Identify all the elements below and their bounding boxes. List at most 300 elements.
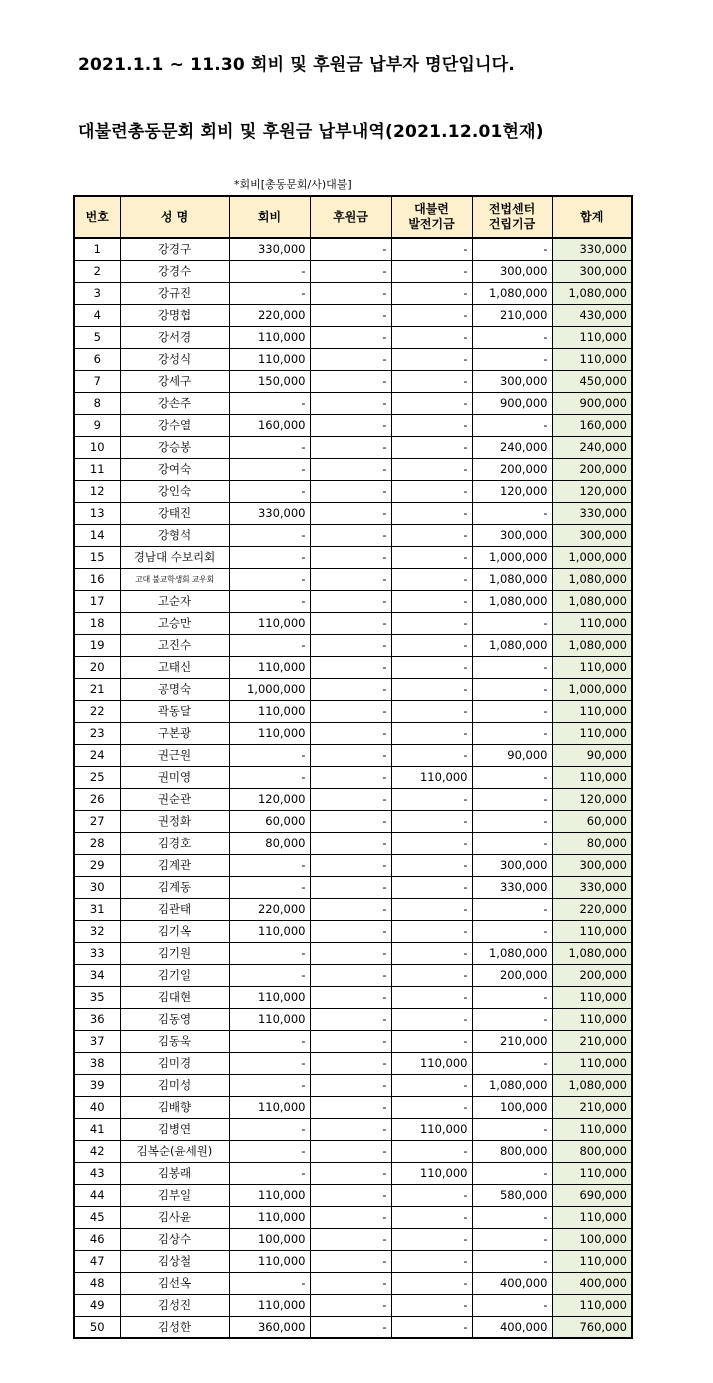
cell-fee: - (229, 1140, 310, 1162)
cell-fee: 330,000 (229, 238, 310, 260)
table-row (74, 942, 632, 964)
cell-no: 48 (74, 1272, 120, 1294)
cell-no: 28 (74, 832, 120, 854)
cell-name: 고순자 (120, 590, 229, 612)
cell-name: 김선옥 (120, 1272, 229, 1294)
table-row (74, 546, 632, 568)
cell-total: 110,000 (552, 1118, 632, 1140)
cell-total: 1,000,000 (552, 546, 632, 568)
cell-donation: - (310, 1118, 391, 1140)
cell-dev-fund: - (391, 524, 472, 546)
cell-center-fund: - (472, 1228, 552, 1250)
cell-total: 900,000 (552, 392, 632, 414)
cell-no: 26 (74, 788, 120, 810)
cell-fee: - (229, 1162, 310, 1184)
cell-center-fund: 1,080,000 (472, 590, 552, 612)
cell-name: 김미경 (120, 1052, 229, 1074)
cell-total: 110,000 (552, 656, 632, 678)
cell-fee: 110,000 (229, 1206, 310, 1228)
cell-center-fund: 120,000 (472, 480, 552, 502)
cell-no: 14 (74, 524, 120, 546)
cell-donation: - (310, 744, 391, 766)
table-row (74, 722, 632, 744)
table-row (74, 1074, 632, 1096)
cell-no: 22 (74, 700, 120, 722)
cell-fee: 220,000 (229, 898, 310, 920)
cell-center-fund: - (472, 810, 552, 832)
cell-center-fund: - (472, 700, 552, 722)
cell-no: 7 (74, 370, 120, 392)
cell-name: 권근원 (120, 744, 229, 766)
cell-fee: 110,000 (229, 700, 310, 722)
cell-name: 김기일 (120, 964, 229, 986)
cell-fee: - (229, 480, 310, 502)
cell-dev-fund: - (391, 1030, 472, 1052)
cell-dev-fund: - (391, 1250, 472, 1272)
cell-fee: - (229, 282, 310, 304)
cell-name: 강여숙 (120, 458, 229, 480)
cell-dev-fund: - (391, 502, 472, 524)
header-fee: 회비 (229, 196, 310, 238)
table-row (74, 1272, 632, 1294)
page-headline: 2021.1.1 ~ 11.30 회비 및 후원금 납부자 명단입니다. (78, 55, 515, 75)
cell-dev-fund: - (391, 722, 472, 744)
cell-name: 김복순(윤세원) (120, 1140, 229, 1162)
cell-fee: 110,000 (229, 348, 310, 370)
cell-total: 110,000 (552, 920, 632, 942)
header-dev-fund-line2: 발전기금 (408, 217, 455, 231)
cell-no: 27 (74, 810, 120, 832)
cell-donation: - (310, 480, 391, 502)
cell-total: 1,080,000 (552, 942, 632, 964)
cell-donation: - (310, 656, 391, 678)
cell-center-fund: 210,000 (472, 1030, 552, 1052)
cell-fee: - (229, 1272, 310, 1294)
cell-dev-fund: - (391, 1316, 472, 1338)
header-center-fund-line1: 전법센터 (488, 202, 536, 216)
table-row (74, 876, 632, 898)
cell-center-fund: - (472, 656, 552, 678)
table-row (74, 1316, 632, 1338)
table-row (74, 326, 632, 348)
cell-fee: - (229, 260, 310, 282)
cell-donation: - (310, 568, 391, 590)
cell-fee: 110,000 (229, 656, 310, 678)
cell-donation: - (310, 1250, 391, 1272)
cell-donation: - (310, 898, 391, 920)
cell-total: 800,000 (552, 1140, 632, 1162)
cell-no: 41 (74, 1118, 120, 1140)
cell-total: 450,000 (552, 370, 632, 392)
header-dev-fund (391, 196, 472, 238)
cell-name: 강인숙 (120, 480, 229, 502)
cell-donation: - (310, 722, 391, 744)
cell-donation: - (310, 304, 391, 326)
cell-no: 33 (74, 942, 120, 964)
cell-no: 10 (74, 436, 120, 458)
cell-dev-fund: - (391, 920, 472, 942)
cell-donation: - (310, 436, 391, 458)
table-row (74, 282, 632, 304)
cell-center-fund: 1,080,000 (472, 1074, 552, 1096)
cell-total: 220,000 (552, 898, 632, 920)
cell-donation: - (310, 1316, 391, 1338)
cell-name: 김배향 (120, 1096, 229, 1118)
cell-no: 23 (74, 722, 120, 744)
cell-dev-fund: - (391, 1074, 472, 1096)
cell-name: 권순관 (120, 788, 229, 810)
cell-dev-fund: - (391, 744, 472, 766)
cell-fee: 1,000,000 (229, 678, 310, 700)
cell-donation: - (310, 1052, 391, 1074)
cell-donation: - (310, 920, 391, 942)
cell-total: 1,080,000 (552, 568, 632, 590)
cell-center-fund: 200,000 (472, 964, 552, 986)
cell-donation: - (310, 1184, 391, 1206)
cell-no: 17 (74, 590, 120, 612)
cell-name: 구본광 (120, 722, 229, 744)
cell-dev-fund: - (391, 700, 472, 722)
cell-name: 김동욱 (120, 1030, 229, 1052)
cell-no: 35 (74, 986, 120, 1008)
cell-donation: - (310, 964, 391, 986)
cell-fee: 160,000 (229, 414, 310, 436)
cell-total: 120,000 (552, 788, 632, 810)
cell-total: 400,000 (552, 1272, 632, 1294)
cell-donation: - (310, 1206, 391, 1228)
cell-dev-fund: - (391, 282, 472, 304)
cell-name: 강경구 (120, 238, 229, 260)
cell-fee: 110,000 (229, 1184, 310, 1206)
cell-name: 김동영 (120, 1008, 229, 1030)
table-row (74, 1052, 632, 1074)
cell-no: 2 (74, 260, 120, 282)
cell-total: 240,000 (552, 436, 632, 458)
cell-dev-fund: - (391, 1096, 472, 1118)
cell-name: 경남대 수보리회 (120, 546, 229, 568)
cell-no: 5 (74, 326, 120, 348)
cell-dev-fund: - (391, 568, 472, 590)
cell-fee: 110,000 (229, 986, 310, 1008)
cell-no: 9 (74, 414, 120, 436)
cell-donation: - (310, 1294, 391, 1316)
cell-no: 37 (74, 1030, 120, 1052)
cell-total: 1,000,000 (552, 678, 632, 700)
cell-dev-fund: - (391, 942, 472, 964)
cell-total: 210,000 (552, 1030, 632, 1052)
cell-no: 11 (74, 458, 120, 480)
cell-fee: 110,000 (229, 1096, 310, 1118)
cell-donation: - (310, 876, 391, 898)
cell-no: 15 (74, 546, 120, 568)
cell-total: 120,000 (552, 480, 632, 502)
table-row (74, 392, 632, 414)
cell-dev-fund: - (391, 678, 472, 700)
cell-no: 16 (74, 568, 120, 590)
table-row (74, 832, 632, 854)
cell-center-fund: - (472, 1294, 552, 1316)
cell-center-fund: - (472, 766, 552, 788)
cell-center-fund: 1,080,000 (472, 282, 552, 304)
header-no: 번호 (74, 196, 120, 238)
cell-donation: - (310, 1074, 391, 1096)
cell-center-fund: 200,000 (472, 458, 552, 480)
cell-total: 210,000 (552, 1096, 632, 1118)
cell-total: 330,000 (552, 502, 632, 524)
header-center-fund-line2: 건립기금 (488, 217, 536, 231)
cell-no: 43 (74, 1162, 120, 1184)
table-row (74, 1250, 632, 1272)
table-row (74, 304, 632, 326)
cell-dev-fund: - (391, 612, 472, 634)
table-row (74, 898, 632, 920)
cell-center-fund: - (472, 832, 552, 854)
table-row (74, 678, 632, 700)
table-row (74, 1118, 632, 1140)
cell-name: 김기옥 (120, 920, 229, 942)
cell-fee: - (229, 744, 310, 766)
cell-center-fund: 90,000 (472, 744, 552, 766)
cell-name: 김사윤 (120, 1206, 229, 1228)
cell-dev-fund: - (391, 832, 472, 854)
cell-no: 4 (74, 304, 120, 326)
cell-donation: - (310, 1140, 391, 1162)
cell-donation: - (310, 634, 391, 656)
fee-note: *회비[총동문회/사)대불] (234, 178, 352, 191)
cell-dev-fund: - (391, 1140, 472, 1162)
cell-name: 권미영 (120, 766, 229, 788)
cell-donation: - (310, 788, 391, 810)
cell-fee: - (229, 942, 310, 964)
table-row (74, 964, 632, 986)
cell-center-fund: 400,000 (472, 1272, 552, 1294)
cell-fee: 110,000 (229, 1008, 310, 1030)
cell-no: 13 (74, 502, 120, 524)
cell-fee: - (229, 1118, 310, 1140)
cell-fee: - (229, 964, 310, 986)
table-row (74, 1030, 632, 1052)
cell-no: 21 (74, 678, 120, 700)
table-row (74, 260, 632, 282)
cell-total: 110,000 (552, 766, 632, 788)
cell-donation: - (310, 546, 391, 568)
table-row (74, 1008, 632, 1030)
cell-total: 110,000 (552, 1008, 632, 1030)
payment-table (73, 195, 633, 1339)
cell-fee: 110,000 (229, 612, 310, 634)
cell-total: 760,000 (552, 1316, 632, 1338)
cell-center-fund: 1,080,000 (472, 942, 552, 964)
cell-dev-fund: - (391, 326, 472, 348)
cell-dev-fund: 110,000 (391, 766, 472, 788)
cell-name: 고대 불교학생회 교우회 (120, 568, 229, 590)
cell-fee: - (229, 458, 310, 480)
cell-donation: - (310, 766, 391, 788)
cell-center-fund: - (472, 722, 552, 744)
header-center-fund (472, 196, 552, 238)
cell-total: 1,080,000 (552, 634, 632, 656)
cell-total: 110,000 (552, 986, 632, 1008)
cell-donation: - (310, 1162, 391, 1184)
cell-dev-fund: - (391, 436, 472, 458)
page-title: 대불련총동문회 회비 및 후원금 납부내역(2021.12.01현재) (78, 122, 544, 142)
cell-no: 29 (74, 854, 120, 876)
cell-fee: - (229, 876, 310, 898)
cell-no: 1 (74, 238, 120, 260)
cell-fee: - (229, 1052, 310, 1074)
cell-no: 36 (74, 1008, 120, 1030)
cell-donation: - (310, 1030, 391, 1052)
cell-center-fund: 300,000 (472, 524, 552, 546)
cell-donation: - (310, 458, 391, 480)
table-row (74, 1096, 632, 1118)
cell-name: 강수열 (120, 414, 229, 436)
cell-donation: - (310, 1008, 391, 1030)
cell-no: 39 (74, 1074, 120, 1096)
cell-no: 38 (74, 1052, 120, 1074)
header-total: 합계 (552, 196, 632, 238)
cell-name: 김상수 (120, 1228, 229, 1250)
cell-no: 40 (74, 1096, 120, 1118)
cell-fee: 150,000 (229, 370, 310, 392)
cell-fee: 60,000 (229, 810, 310, 832)
cell-name: 강형석 (120, 524, 229, 546)
table-row (74, 1162, 632, 1184)
cell-fee: - (229, 766, 310, 788)
cell-name: 고태신 (120, 656, 229, 678)
cell-total: 110,000 (552, 612, 632, 634)
table-row (74, 414, 632, 436)
cell-center-fund: - (472, 414, 552, 436)
cell-total: 300,000 (552, 260, 632, 282)
cell-donation: - (310, 854, 391, 876)
cell-name: 김계동 (120, 876, 229, 898)
cell-donation: - (310, 832, 391, 854)
cell-total: 160,000 (552, 414, 632, 436)
cell-total: 100,000 (552, 1228, 632, 1250)
cell-center-fund: - (472, 238, 552, 260)
cell-dev-fund: - (391, 260, 472, 282)
cell-total: 330,000 (552, 876, 632, 898)
cell-fee: - (229, 392, 310, 414)
cell-center-fund: 300,000 (472, 854, 552, 876)
cell-dev-fund: 110,000 (391, 1052, 472, 1074)
cell-total: 110,000 (552, 1162, 632, 1184)
table-row (74, 1228, 632, 1250)
cell-no: 42 (74, 1140, 120, 1162)
cell-center-fund: 1,080,000 (472, 634, 552, 656)
cell-dev-fund: - (391, 546, 472, 568)
cell-total: 1,080,000 (552, 590, 632, 612)
cell-center-fund: 400,000 (472, 1316, 552, 1338)
cell-fee: 80,000 (229, 832, 310, 854)
cell-dev-fund: - (391, 392, 472, 414)
cell-donation: - (310, 348, 391, 370)
cell-no: 20 (74, 656, 120, 678)
table-row (74, 480, 632, 502)
cell-total: 110,000 (552, 348, 632, 370)
cell-dev-fund: - (391, 238, 472, 260)
cell-total: 300,000 (552, 854, 632, 876)
cell-fee: 110,000 (229, 920, 310, 942)
cell-dev-fund: - (391, 1228, 472, 1250)
cell-center-fund: - (472, 920, 552, 942)
cell-total: 110,000 (552, 700, 632, 722)
cell-name: 김부일 (120, 1184, 229, 1206)
cell-donation: - (310, 1096, 391, 1118)
cell-center-fund: - (472, 1206, 552, 1228)
cell-no: 12 (74, 480, 120, 502)
cell-center-fund: 240,000 (472, 436, 552, 458)
cell-center-fund: 100,000 (472, 1096, 552, 1118)
cell-no: 44 (74, 1184, 120, 1206)
cell-dev-fund: - (391, 480, 472, 502)
cell-no: 46 (74, 1228, 120, 1250)
cell-fee: - (229, 568, 310, 590)
table-row (74, 920, 632, 942)
cell-no: 3 (74, 282, 120, 304)
table-row (74, 1184, 632, 1206)
cell-center-fund: - (472, 326, 552, 348)
cell-donation: - (310, 810, 391, 832)
cell-total: 80,000 (552, 832, 632, 854)
cell-total: 60,000 (552, 810, 632, 832)
cell-name: 공명숙 (120, 678, 229, 700)
cell-name: 김기원 (120, 942, 229, 964)
table-row (74, 700, 632, 722)
cell-center-fund: - (472, 1118, 552, 1140)
cell-dev-fund: - (391, 1184, 472, 1206)
cell-name: 강세구 (120, 370, 229, 392)
table-row (74, 986, 632, 1008)
cell-donation: - (310, 260, 391, 282)
cell-dev-fund: - (391, 788, 472, 810)
cell-no: 31 (74, 898, 120, 920)
cell-donation: - (310, 590, 391, 612)
table-row (74, 788, 632, 810)
table-body (74, 238, 632, 1338)
cell-no: 18 (74, 612, 120, 634)
cell-fee: 110,000 (229, 1250, 310, 1272)
cell-total: 90,000 (552, 744, 632, 766)
cell-dev-fund: - (391, 414, 472, 436)
cell-name: 강서경 (120, 326, 229, 348)
cell-dev-fund: - (391, 634, 472, 656)
cell-fee: - (229, 546, 310, 568)
cell-donation: - (310, 986, 391, 1008)
cell-center-fund: - (472, 348, 552, 370)
cell-dev-fund: - (391, 964, 472, 986)
header-dev-fund-line1: 대불련 (414, 202, 449, 216)
cell-center-fund: 300,000 (472, 370, 552, 392)
table-row (74, 370, 632, 392)
cell-dev-fund: - (391, 458, 472, 480)
table-row (74, 524, 632, 546)
cell-center-fund: 1,080,000 (472, 568, 552, 590)
cell-total: 1,080,000 (552, 282, 632, 304)
cell-total: 110,000 (552, 1250, 632, 1272)
cell-fee: - (229, 1074, 310, 1096)
cell-name: 강손주 (120, 392, 229, 414)
cell-donation: - (310, 700, 391, 722)
cell-dev-fund: - (391, 986, 472, 1008)
table-row (74, 1140, 632, 1162)
cell-name: 강성식 (120, 348, 229, 370)
cell-no: 8 (74, 392, 120, 414)
cell-total: 200,000 (552, 964, 632, 986)
cell-dev-fund: - (391, 1206, 472, 1228)
cell-name: 김대현 (120, 986, 229, 1008)
